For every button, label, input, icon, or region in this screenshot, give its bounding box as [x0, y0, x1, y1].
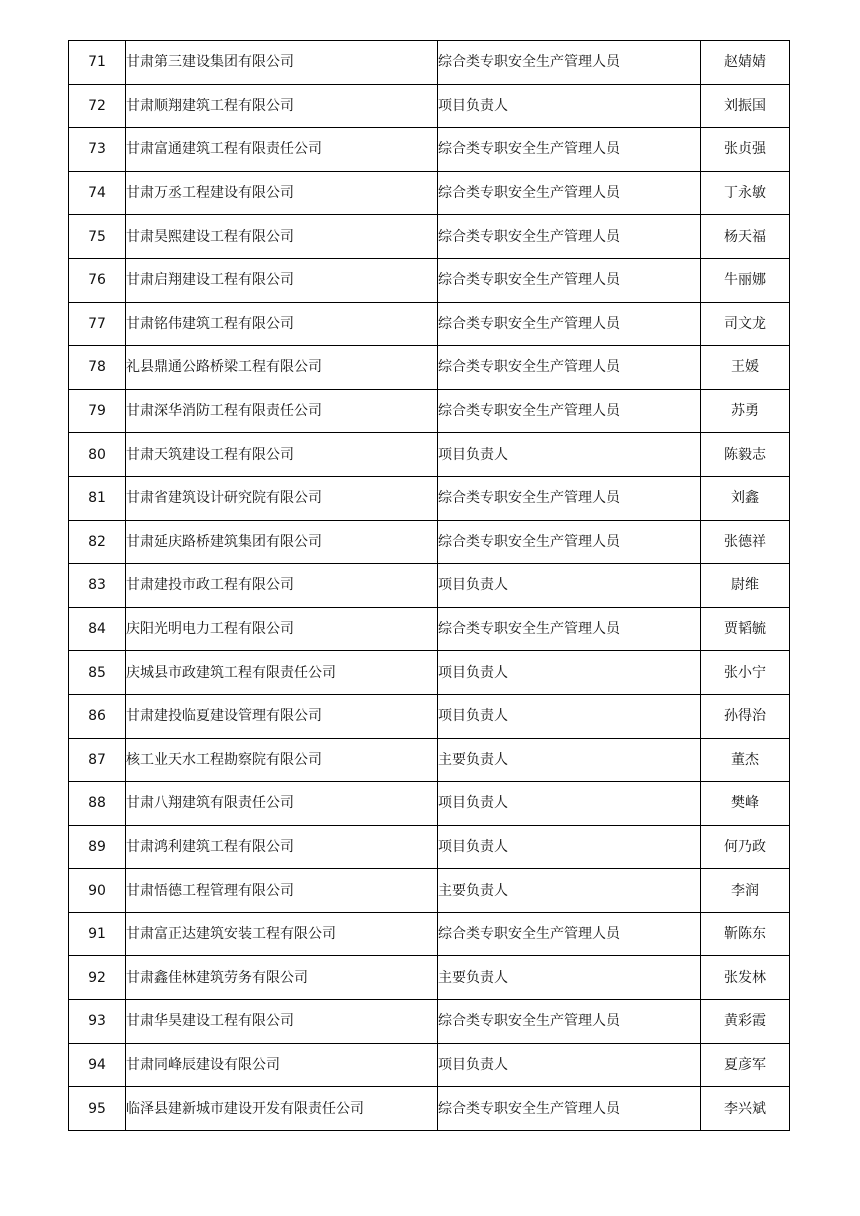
- person-name: 贾韬毓: [701, 607, 790, 651]
- company-name: 甘肃省建筑设计研究院有限公司: [126, 476, 438, 520]
- row-number: 84: [69, 607, 126, 651]
- row-number: 77: [69, 302, 126, 346]
- company-name: 甘肃顺翔建筑工程有限公司: [126, 84, 438, 128]
- company-name: 甘肃鸿利建筑工程有限公司: [126, 825, 438, 869]
- position-title: 综合类专职安全生产管理人员: [438, 258, 701, 302]
- position-title: 综合类专职安全生产管理人员: [438, 128, 701, 172]
- table-row: [69, 171, 790, 215]
- position-title: 综合类专职安全生产管理人员: [438, 41, 701, 85]
- row-number: 78: [69, 346, 126, 390]
- company-name: 甘肃启翔建设工程有限公司: [126, 258, 438, 302]
- row-number: 95: [69, 1087, 126, 1131]
- person-name: 王媛: [701, 346, 790, 390]
- company-name: 甘肃建投市政工程有限公司: [126, 564, 438, 608]
- table-row: [69, 564, 790, 608]
- person-name: 陈毅志: [701, 433, 790, 477]
- position-title: 主要负责人: [438, 738, 701, 782]
- row-number: 88: [69, 782, 126, 826]
- company-name: 临泽县建新城市建设开发有限责任公司: [126, 1087, 438, 1131]
- position-title: 项目负责人: [438, 694, 701, 738]
- position-title: 综合类专职安全生产管理人员: [438, 1000, 701, 1044]
- company-name: 甘肃第三建设集团有限公司: [126, 41, 438, 85]
- person-name: 董杰: [701, 738, 790, 782]
- position-title: 主要负责人: [438, 956, 701, 1000]
- company-name: 甘肃延庆路桥建筑集团有限公司: [126, 520, 438, 564]
- table-row: [69, 520, 790, 564]
- table-row: [69, 869, 790, 913]
- person-name: 李润: [701, 869, 790, 913]
- position-title: 综合类专职安全生产管理人员: [438, 476, 701, 520]
- person-name: 樊峰: [701, 782, 790, 826]
- person-name: 夏彦军: [701, 1043, 790, 1087]
- position-title: 综合类专职安全生产管理人员: [438, 607, 701, 651]
- position-title: 综合类专职安全生产管理人员: [438, 389, 701, 433]
- row-number: 92: [69, 956, 126, 1000]
- row-number: 75: [69, 215, 126, 259]
- person-name: 杨天福: [701, 215, 790, 259]
- table-row: [69, 389, 790, 433]
- company-name: 甘肃天筑建设工程有限公司: [126, 433, 438, 477]
- person-name: 丁永敏: [701, 171, 790, 215]
- position-title: 项目负责人: [438, 1043, 701, 1087]
- position-title: 项目负责人: [438, 564, 701, 608]
- table-row: [69, 956, 790, 1000]
- table-row: [69, 346, 790, 390]
- row-number: 93: [69, 1000, 126, 1044]
- person-name: 司文龙: [701, 302, 790, 346]
- table-row: [69, 433, 790, 477]
- row-number: 76: [69, 258, 126, 302]
- row-number: 91: [69, 912, 126, 956]
- row-number: 87: [69, 738, 126, 782]
- person-name: 牛丽娜: [701, 258, 790, 302]
- person-name: 刘鑫: [701, 476, 790, 520]
- row-number: 83: [69, 564, 126, 608]
- table-row: [69, 302, 790, 346]
- position-title: 项目负责人: [438, 825, 701, 869]
- company-name: 甘肃建投临夏建设管理有限公司: [126, 694, 438, 738]
- row-number: 90: [69, 869, 126, 913]
- table-row: [69, 1087, 790, 1131]
- company-name: 甘肃同峰辰建设有限公司: [126, 1043, 438, 1087]
- table-row: [69, 476, 790, 520]
- table-row: [69, 694, 790, 738]
- company-name: 甘肃华昊建设工程有限公司: [126, 1000, 438, 1044]
- company-name: 核工业天水工程勘察院有限公司: [126, 738, 438, 782]
- person-name: 孙得治: [701, 694, 790, 738]
- position-title: 项目负责人: [438, 651, 701, 695]
- row-number: 89: [69, 825, 126, 869]
- company-name: 甘肃八翔建筑有限责任公司: [126, 782, 438, 826]
- position-title: 综合类专职安全生产管理人员: [438, 346, 701, 390]
- row-number: 81: [69, 476, 126, 520]
- position-title: 项目负责人: [438, 782, 701, 826]
- company-name: 甘肃悟德工程管理有限公司: [126, 869, 438, 913]
- table-row: [69, 84, 790, 128]
- person-name: 李兴斌: [701, 1087, 790, 1131]
- company-name: 庆城县市政建筑工程有限责任公司: [126, 651, 438, 695]
- company-name: 甘肃富正达建筑安装工程有限公司: [126, 912, 438, 956]
- company-name: 甘肃铭伟建筑工程有限公司: [126, 302, 438, 346]
- table-row: [69, 782, 790, 826]
- position-title: 综合类专职安全生产管理人员: [438, 520, 701, 564]
- position-title: 项目负责人: [438, 433, 701, 477]
- personnel-table-body: [69, 41, 790, 1131]
- row-number: 79: [69, 389, 126, 433]
- table-row: [69, 258, 790, 302]
- row-number: 73: [69, 128, 126, 172]
- person-name: 黄彩霞: [701, 1000, 790, 1044]
- position-title: 主要负责人: [438, 869, 701, 913]
- person-name: 刘振国: [701, 84, 790, 128]
- person-name: 苏勇: [701, 389, 790, 433]
- company-name: 甘肃昊熙建设工程有限公司: [126, 215, 438, 259]
- person-name: 张德祥: [701, 520, 790, 564]
- table-row: [69, 1043, 790, 1087]
- company-name: 庆阳光明电力工程有限公司: [126, 607, 438, 651]
- person-name: 赵婧婧: [701, 41, 790, 85]
- position-title: 综合类专职安全生产管理人员: [438, 215, 701, 259]
- table-row: [69, 825, 790, 869]
- position-title: 综合类专职安全生产管理人员: [438, 1087, 701, 1131]
- table-row: [69, 41, 790, 85]
- row-number: 80: [69, 433, 126, 477]
- row-number: 82: [69, 520, 126, 564]
- row-number: 72: [69, 84, 126, 128]
- table-row: [69, 651, 790, 695]
- table-row: [69, 738, 790, 782]
- person-name: 张小宁: [701, 651, 790, 695]
- table-row: [69, 128, 790, 172]
- row-number: 74: [69, 171, 126, 215]
- row-number: 94: [69, 1043, 126, 1087]
- company-name: 甘肃深华消防工程有限责任公司: [126, 389, 438, 433]
- table-row: [69, 215, 790, 259]
- table-row: [69, 1000, 790, 1044]
- row-number: 86: [69, 694, 126, 738]
- table-row: [69, 607, 790, 651]
- row-number: 85: [69, 651, 126, 695]
- personnel-table: [68, 40, 790, 1131]
- position-title: 项目负责人: [438, 84, 701, 128]
- company-name: 礼县鼎通公路桥梁工程有限公司: [126, 346, 438, 390]
- company-name: 甘肃鑫佳林建筑劳务有限公司: [126, 956, 438, 1000]
- person-name: 尉维: [701, 564, 790, 608]
- company-name: 甘肃富通建筑工程有限责任公司: [126, 128, 438, 172]
- person-name: 张发林: [701, 956, 790, 1000]
- company-name: 甘肃万丞工程建设有限公司: [126, 171, 438, 215]
- person-name: 靳陈东: [701, 912, 790, 956]
- position-title: 综合类专职安全生产管理人员: [438, 171, 701, 215]
- table-row: [69, 912, 790, 956]
- position-title: 综合类专职安全生产管理人员: [438, 302, 701, 346]
- person-name: 何乃政: [701, 825, 790, 869]
- row-number: 71: [69, 41, 126, 85]
- person-name: 张贞强: [701, 128, 790, 172]
- position-title: 综合类专职安全生产管理人员: [438, 912, 701, 956]
